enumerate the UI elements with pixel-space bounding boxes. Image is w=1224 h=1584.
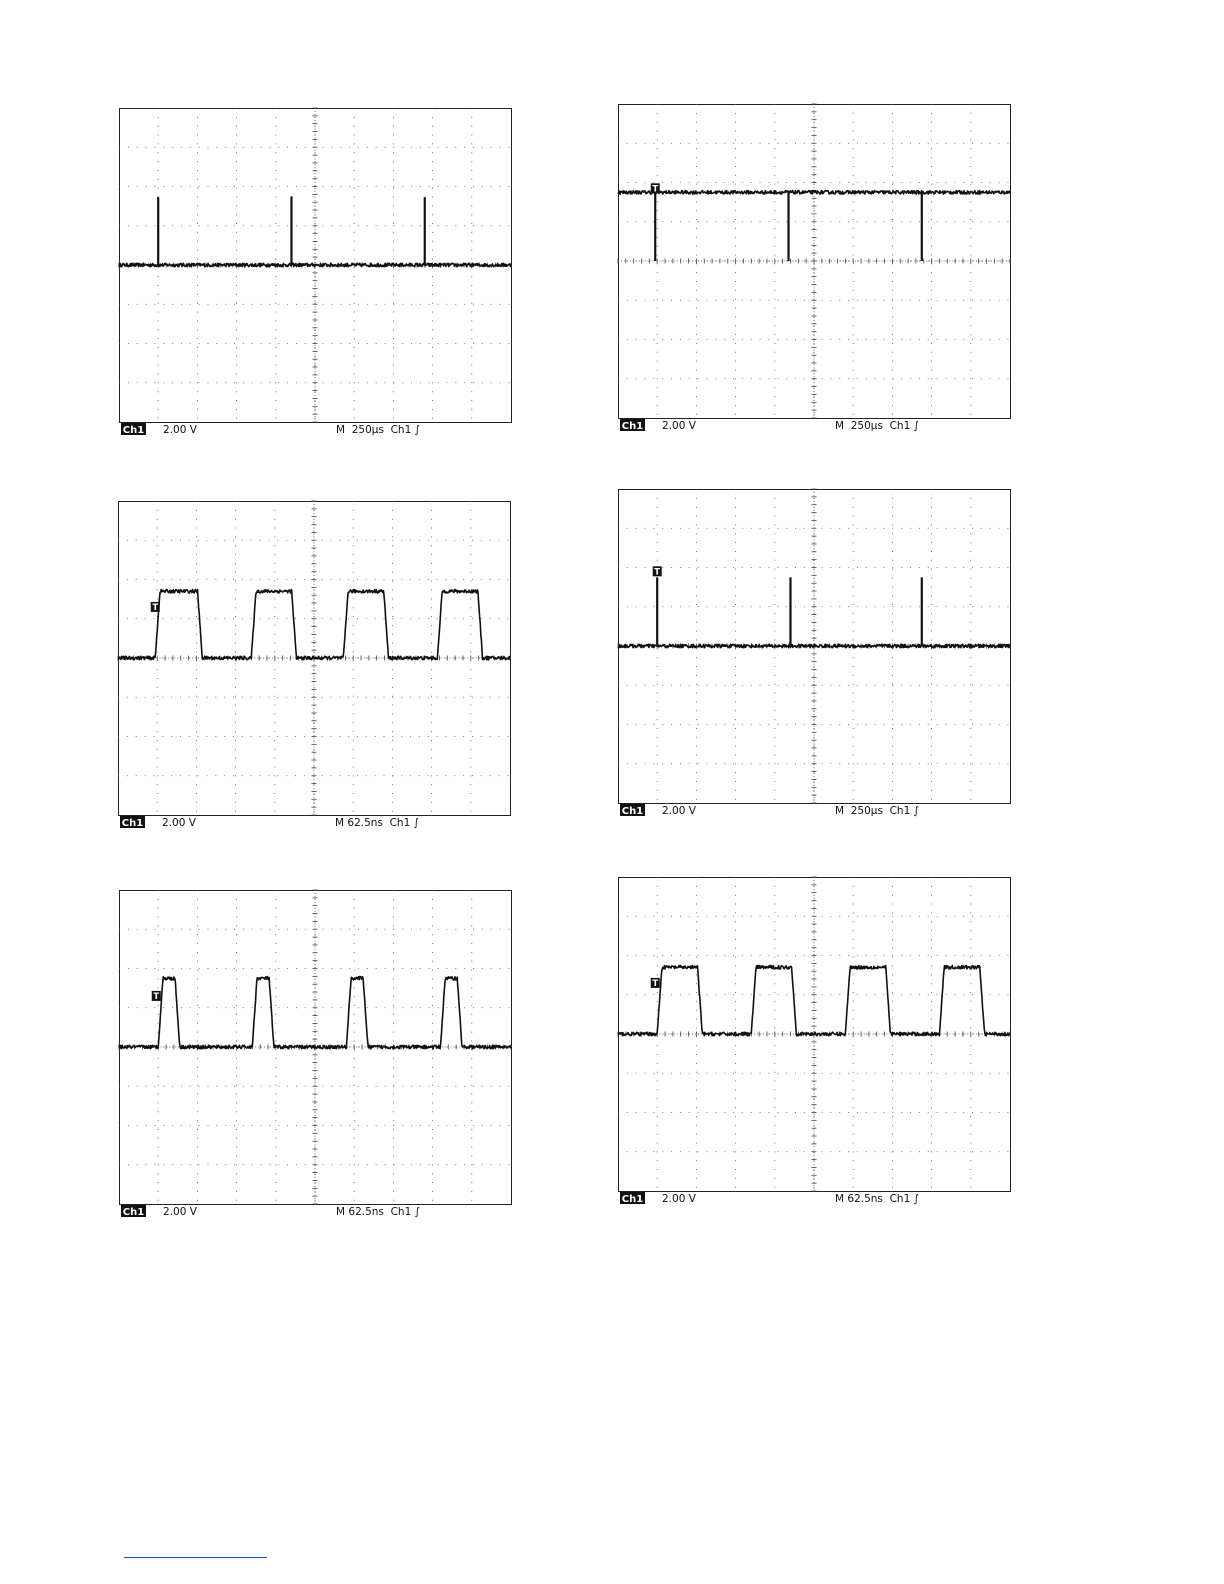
timebase-label: M 62.5ns Ch1 ∫ xyxy=(336,1206,421,1218)
scope-panel-2 xyxy=(618,104,1013,444)
timebase-label: M 62.5ns Ch1 ∫ xyxy=(335,817,420,829)
volts-per-div-label: 2.00 V xyxy=(163,424,197,436)
scope-panel-5 xyxy=(119,890,514,1230)
trigger-marker xyxy=(653,566,662,577)
channel-label: Ch1 xyxy=(121,818,144,829)
volts-per-div-label: 2.00 V xyxy=(662,805,696,817)
channel-label: Ch1 xyxy=(621,806,644,817)
channel-label: Ch1 xyxy=(122,1207,145,1218)
trigger-marker xyxy=(152,991,161,1002)
timebase-label: M 250µs Ch1 ∫ xyxy=(835,805,920,817)
scope-panel-3 xyxy=(118,501,513,841)
timebase-label: M 250µs Ch1 ∫ xyxy=(835,420,920,432)
volts-per-div-label: 2.00 V xyxy=(163,1206,197,1218)
scope-svg xyxy=(618,877,1013,1217)
channel-label: Ch1 xyxy=(621,1194,644,1205)
trigger-marker xyxy=(151,602,160,613)
timebase-label: M 250µs Ch1 ∫ xyxy=(336,424,421,436)
scope-svg xyxy=(118,501,513,841)
scope-panel-1 xyxy=(119,108,514,448)
trigger-marker-label: T xyxy=(654,567,661,578)
trigger-marker-label: T xyxy=(652,979,659,990)
scope-svg xyxy=(119,108,514,448)
volts-per-div-label: 2.00 V xyxy=(662,1193,696,1205)
scope-svg xyxy=(119,890,514,1230)
trigger-marker xyxy=(651,183,660,194)
trigger-marker xyxy=(651,978,660,989)
trigger-marker-label: T xyxy=(152,603,159,614)
scope-svg xyxy=(618,489,1013,829)
timebase-label: M 62.5ns Ch1 ∫ xyxy=(835,1193,920,1205)
trigger-marker-label: T xyxy=(153,992,160,1003)
scope-frame xyxy=(619,105,1011,419)
footnote-rule xyxy=(124,1557,267,1558)
volts-per-div-label: 2.00 V xyxy=(662,420,696,432)
trigger-marker-label: T xyxy=(652,184,659,195)
channel-label: Ch1 xyxy=(621,421,644,432)
volts-per-div-label: 2.00 V xyxy=(162,817,196,829)
scope-svg xyxy=(618,104,1013,444)
scope-panel-6 xyxy=(618,877,1013,1217)
scope-panel-4 xyxy=(618,489,1013,829)
channel-label: Ch1 xyxy=(122,425,145,436)
